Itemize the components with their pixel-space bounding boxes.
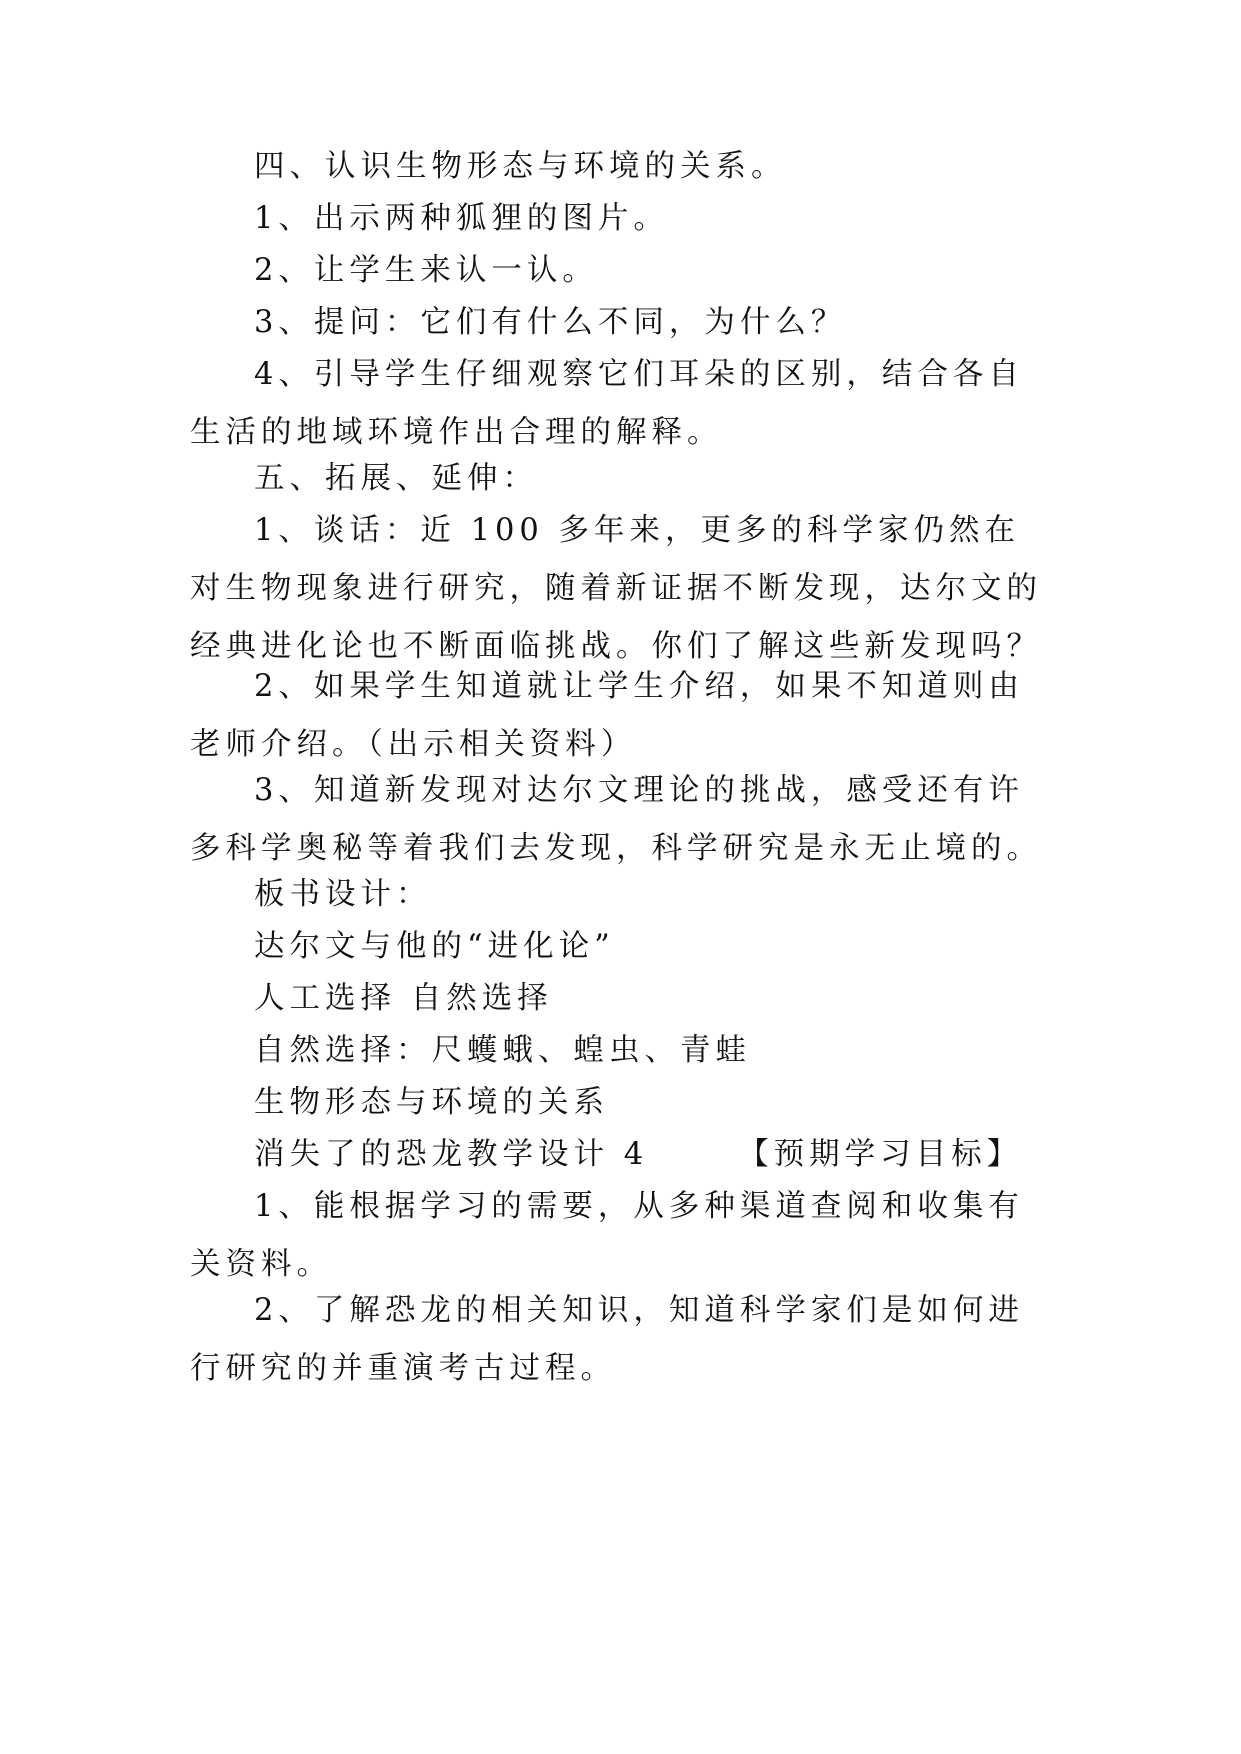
paragraph-section-five: 五、拓展、延伸： [254, 461, 538, 496]
paragraph-board-relation: 生物形态与环境的关系 [254, 1085, 609, 1120]
paragraph-board-natural: 自然选择：尺蠖蛾、蝗虫、青蛙 [254, 1033, 751, 1068]
paragraph-board-design: 板书设计： [254, 877, 432, 912]
paragraph-extend-1: 1、谈话：近 100 多年来，更多的科学家仍然在对生物现象进行研究，随着新证据不断发现，达尔文的经典进化论也不断面临挑战。你们了解这些新发现吗？ [190, 513, 1042, 664]
paragraph-step-3: 3、提问：它们有什么不同，为什么？ [254, 305, 847, 340]
paragraph-board-title: 达尔文与他的“进化论” [254, 929, 615, 964]
paragraph-step-2: 2、让学生来认一认。 [254, 253, 598, 288]
paragraph-section-four: 四、认识生物形态与环境的关系。 [254, 149, 787, 184]
paragraph-step-1: 1、出示两种狐狸的图片。 [254, 201, 669, 236]
objective-item: 2、了解恐龙的相关知识，知道科学家们是如何进行研究的并重演考古过程。 [190, 1293, 1024, 1386]
paragraph-extend-3: 3、知道新发现对达尔文理论的挑战，感受还有许多科学奥秘等着我们去发现，科学研究是永无止境的。 [190, 773, 1042, 866]
objective-item: 1、能根据学习的需要，从多种渠道查阅和收集有关资料。 [190, 1189, 1024, 1282]
paragraph-extend-2: 2、如果学生知道就让学生介绍，如果不知道则由老师介绍。（出示相关资料） [190, 669, 1024, 762]
section-heading: 【预期学习目标】 [738, 1137, 1023, 1172]
paragraph-board-selection: 人工选择 自然选择 [254, 981, 553, 1016]
paragraph-step-4: 4、引导学生仔细观察它们耳朵的区别，结合各自生活的地域环境作出合理的解释。 [190, 357, 1024, 450]
section-title-line [190, 1126, 1050, 1184]
section-title: 消失了的恐龙教学设计 4 [254, 1137, 649, 1172]
